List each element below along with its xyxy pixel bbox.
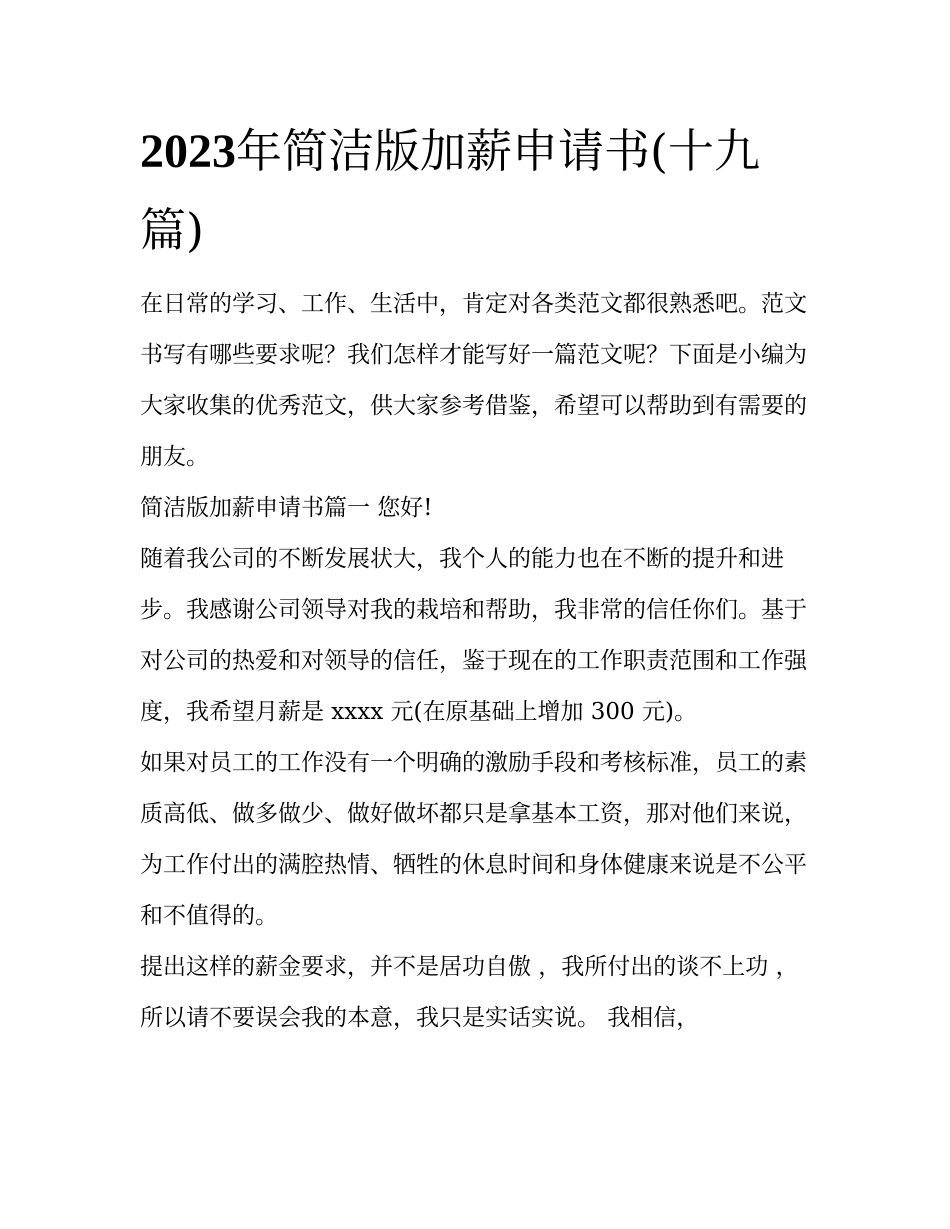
- paragraph-section-heading: 简洁版加薪申请书篇一 您好!: [140, 495, 433, 521]
- paragraph-intro: 在日常的学习、工作、生活中，肯定对各类范文都很熟悉吧。范文书写有哪些要求呢？我们怎样才能写好一篇范文呢？下面是小编为大家收集的优秀范文，供大家参考借鉴，希望可以帮助到有需要的朋友。: [140, 291, 807, 470]
- paragraph-growth: 随着我公司的不断发展状大，我个人的能力也在不断的提升和进步。我感谢公司领导对我的栽培和帮助，我非常的信任你们。基于对公司的热爱和对领导的信任，鉴于现在的工作职责范围和工作强度，我希望月薪是 xxxx 元(在原基础上增加 300 元)。: [140, 546, 807, 725]
- title-year: 2023: [140, 125, 236, 178]
- title-text: 年简洁版加薪申请书(十九篇): [140, 124, 760, 257]
- paragraph-incentive: 如果对员工的工作没有一个明确的激励手段和考核标准，员工的素质高低、做多做少、做好做坏都只是拿基本工资，那对他们来说，为工作付出的满腔热情、牺牲的休息时间和身体健康来说是不公平和不值得的。: [140, 750, 807, 929]
- document-title: [140, 112, 816, 269]
- document-body: [140, 112, 816, 1044]
- paragraph-request: 提出这样的薪金要求，并不是居功自傲 ，我所付出的谈不上功 ，所以请不要误会我的本意，我只是实话实说。 我相信，: [140, 954, 799, 1031]
